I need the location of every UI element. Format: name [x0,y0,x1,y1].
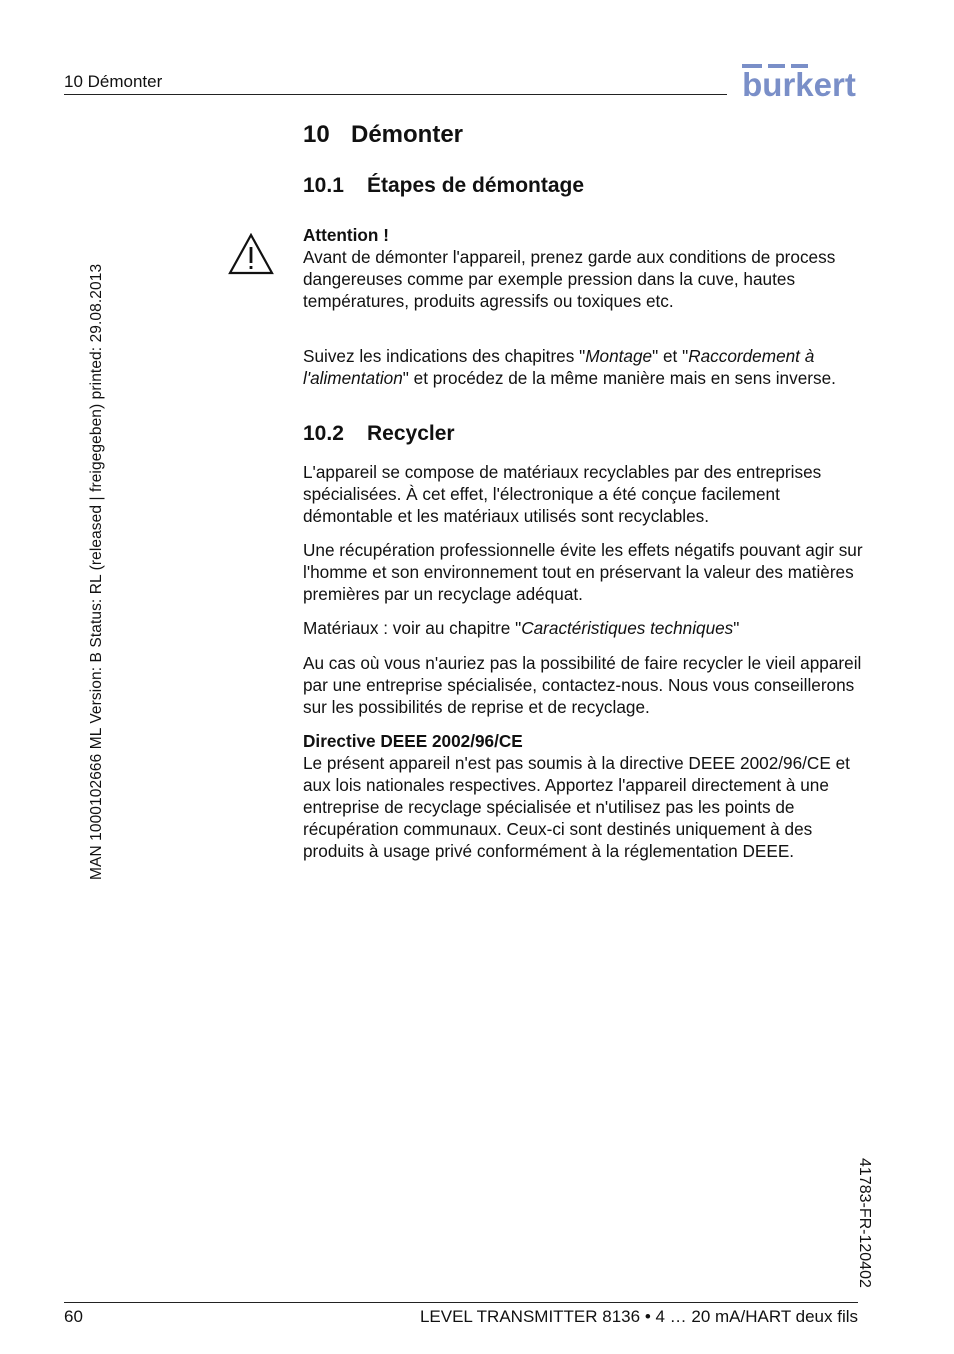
section-title: Étapes de démontage [367,174,585,197]
materials-text-1: Matériaux : voir au chapitre " [303,618,522,638]
recycle-paragraph-4 [303,652,863,718]
materials-paragraph [303,617,863,639]
directive-block [303,730,863,862]
burkert-logo [738,62,860,102]
directive-title: Directive DEEE 2002/96/CE [303,731,523,751]
document-meta-vertical: MAN 1000102666 ML Version: B Status: RL (released | freigegeben) printed: 29.08.2013 [88,263,105,880]
warning-block [303,224,863,312]
header-divider [64,94,727,95]
recycle-paragraph-1 [303,461,863,527]
chapter-title [303,121,463,149]
warning-icon [228,233,274,275]
chapter-number: 10 [303,121,330,148]
chapter-title-text: Démonter [351,121,464,148]
paragraph-text: Au cas où vous n'auriez pas la possibilité de faire recycler le vieil appareil par une entreprise spécialisée, contactez-nous. Nous vous conseillerons sur les possibilités de reprise et de recyclage. [303,653,862,717]
chapter-ref-raccordement: Raccordement à l'alimentation [303,346,815,388]
section-title: Recycler [367,422,455,445]
instr-text-3: " et procédez de la même manière mais en sens inverse. [402,368,836,388]
chapter-ref-montage: Montage [585,346,653,366]
recycle-paragraph-2 [303,539,863,605]
paragraph-text: L'appareil se compose de matériaux recyclables par des entreprises spécialisées. À cet effet, l'électronique a été conçue facilement démontable et les matériaux utilisés sont recyclables. [303,462,822,526]
instructions-paragraph [303,345,863,389]
chapter-ref-caracteristiques: Caractéristiques techniques [521,618,734,638]
paragraph-text: Une récupération professionnelle évite les effets négatifs pouvant agir sur l'homme et son environnement tout en préservant la valeur des matières premières par un recyclage adéquat. [303,540,863,604]
materials-text-2: " [733,618,740,638]
directive-text: Le présent appareil n'est pas soumis à la directive DEEE 2002/96/CE et aux lois nationales respectives. Apportez l'appareil directement à une entreprise de recyclage spécialisée et n'utilisez pas les points de récupération communaux. Ceux-ci sont destinés uniquement à des produits à usage privé conformément à la réglementation DEEE. [303,753,850,861]
instr-text-1: Suivez les indications des chapitres " [303,346,586,366]
header-chapter-label: 10 Démonter [64,72,163,91]
warning-text: Avant de démonter l'appareil, prenez garde aux conditions de process dangereuses comme par exemple pression dans la cuve, hautes températures, produits agressifs ou toxiques etc. [303,247,836,311]
section-number: 10.2 [303,422,344,445]
section-number: 10.1 [303,174,344,197]
brand-wordmark: burkert [742,66,856,102]
footer-divider [64,1302,858,1303]
instr-text-2: " et " [652,346,689,366]
page-number: 60 [64,1307,83,1326]
section-heading-10-2 [303,422,455,446]
section-heading-10-1 [303,174,584,198]
attention-label: Attention ! [303,225,389,245]
document-code-vertical: 41783-FR-120402 [856,1158,873,1288]
footer-product-title: LEVEL TRANSMITTER 8136 • 4 … 20 mA/HART deux fils [419,1307,858,1326]
